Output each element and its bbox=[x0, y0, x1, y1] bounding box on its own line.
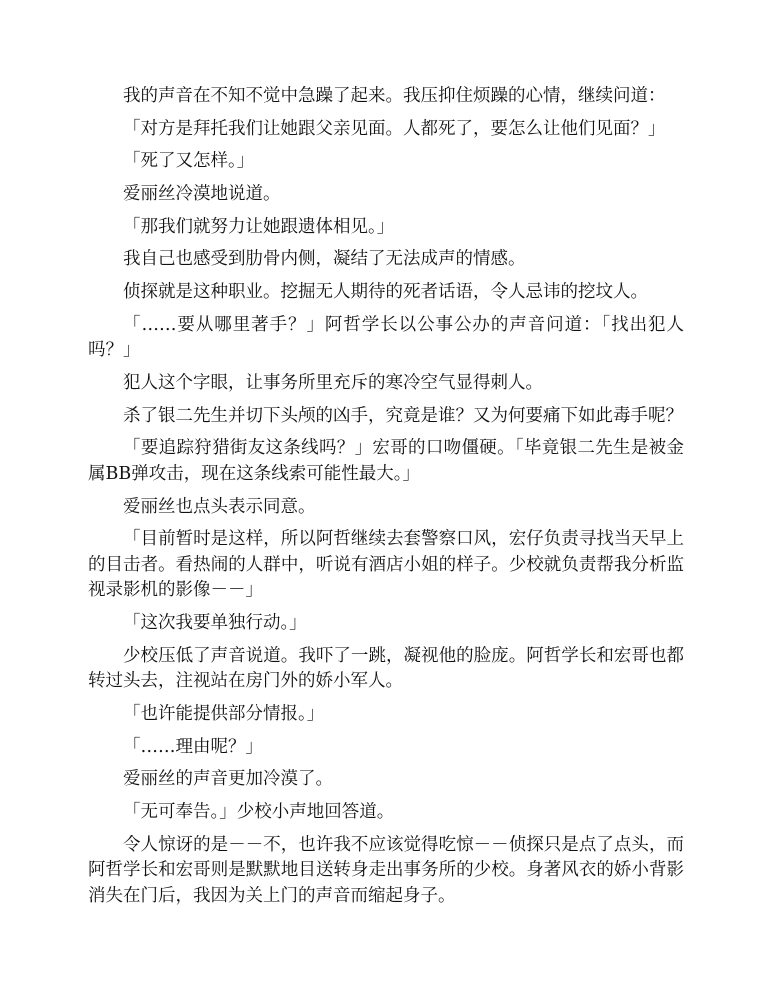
paragraph: 爱丽丝的声音更加冷漠了。 bbox=[123, 769, 333, 790]
paragraph: 「也许能提供部分情报。」 bbox=[123, 703, 325, 724]
paragraph: 「目前暂时是这样，所以阿哲继续去套警察口风，宏仔负责寻找当天早上的目击者。看热闹的人群中，听说有酒店小姐的样子。少校就负责帮我分析监视录影机的影像－－」 bbox=[88, 529, 684, 601]
paragraph: 侦探就是这种职业。挖掘无人期待的死者话语，令人忌讳的挖坟人。 bbox=[123, 282, 648, 303]
paragraph: 杀了银二先生并切下头颅的凶手，究竟是谁？又为何要痛下如此毒手呢？ bbox=[123, 405, 683, 426]
paragraph: 爱丽丝也点头表示同意。 bbox=[123, 496, 316, 517]
paragraph: 少校压低了声音说道。我吓了一跳，凝视他的脸庞。阿哲学长和宏哥也都转过头去，注视站在房门外的娇小军人。 bbox=[88, 645, 684, 692]
paragraph: 令人惊讶的是－－不，也许我不应该觉得吃惊－－侦探只是点了点头，而阿哲学长和宏哥则是默默地目送转身走出事务所的少校。身著风衣的娇小背影消失在门后，我因为关上门的声音而缩起身子。 bbox=[88, 834, 684, 906]
paragraph: 「对方是拜托我们让她跟父亲见面。人都死了，要怎么让他们见面？」 bbox=[123, 118, 666, 139]
paragraph: 我自己也感受到肋骨内侧，凝结了无法成声的情感。 bbox=[123, 249, 526, 270]
paragraph: 「……要从哪里著手？」阿哲学长以公事公办的声音问道：「找出犯人吗？」 bbox=[88, 314, 684, 361]
paragraph: 「死了又怎样。」 bbox=[123, 151, 255, 172]
paragraph: 爱丽丝冷漠地说道。 bbox=[123, 184, 281, 205]
paragraph: 我的声音在不知不觉中急躁了起来。我压抑住烦躁的心情，继续问道： bbox=[123, 86, 666, 106]
paragraph: 犯人这个字眼，让事务所里充斥的寒冷空气显得刺人。 bbox=[123, 373, 543, 393]
paragraph: 「……理由呢？」 bbox=[123, 736, 263, 757]
paragraph: 「那我们就努力让她跟遗体相见。」 bbox=[123, 216, 395, 237]
document-body bbox=[88, 84, 684, 916]
paragraph: 「要追踪狩猎街友这条线吗？」宏哥的口吻僵硬。「毕竟银二先生是被金属BB弹攻击，现在这条线索可能性最大。」 bbox=[88, 438, 684, 484]
paragraph: 「无可奉告。」少校小声地回答道。 bbox=[123, 801, 395, 822]
paragraph: 「这次我要单独行动。」 bbox=[123, 612, 307, 633]
